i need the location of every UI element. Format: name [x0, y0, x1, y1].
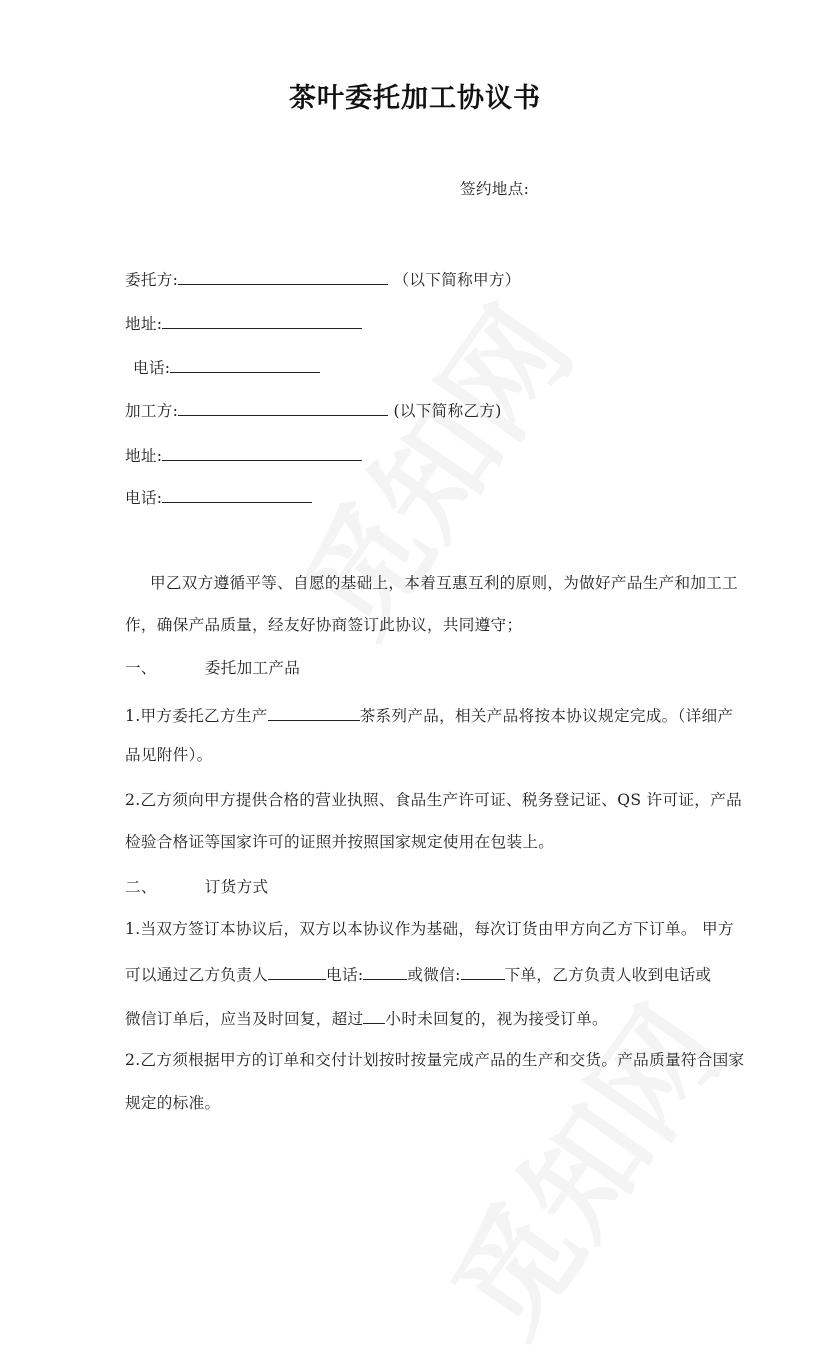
- party-b-note: (以下简称乙方): [393, 402, 502, 420]
- section-2-item-1: 1.当双方签订本协议后，双方以本协议作为基础，每次订货由甲方向乙方下订单。 甲方: [125, 920, 734, 938]
- section-number: 二、: [125, 878, 157, 896]
- section-title: 订货方式: [204, 878, 269, 896]
- text: 1.甲方委托乙方生产: [125, 707, 268, 725]
- section-1-item-1-cont: 品见附件）。: [125, 746, 213, 764]
- party-a-phone-field[interactable]: [170, 355, 320, 373]
- party-a-phone-label: 电话:: [133, 359, 171, 377]
- section-1-item-1: [125, 703, 733, 726]
- text: 下单，乙方负责人收到电话或: [504, 966, 712, 984]
- section-1-item-2: 2.乙方须向甲方提供合格的营业执照、食品生产许可证、税务登记证、QS 许可证，产品: [125, 791, 742, 809]
- party-a-name-field[interactable]: [178, 267, 388, 285]
- party-a-address-label: 地址:: [125, 315, 163, 333]
- party-b-line: [125, 398, 502, 421]
- hours-field[interactable]: [363, 1006, 385, 1024]
- section-2-item-2-cont: 规定的标准。: [125, 1094, 221, 1112]
- section-1-heading: [125, 658, 300, 678]
- party-a-phone-line: [133, 355, 320, 378]
- party-b-phone-line: [125, 485, 312, 508]
- text: 微信订单后，应当及时回复，超过: [125, 1010, 364, 1028]
- text: 茶系列产品，相关产品将按本协议规定完成。（详细产: [359, 707, 734, 725]
- section-1-item-2-cont: 检验合格证等国家许可的证照并按照国家规定使用在包装上。: [125, 833, 555, 851]
- wechat-field[interactable]: [461, 962, 505, 980]
- party-a-address-line: [125, 311, 362, 334]
- party-a-note: （以下简称甲方）: [393, 271, 521, 289]
- text: 电话:: [326, 966, 364, 984]
- party-b-name-field[interactable]: [178, 398, 388, 416]
- section-title: 委托加工产品: [204, 659, 301, 677]
- section-2-item-1-cont: [125, 1006, 608, 1029]
- party-b-label: 加工方:: [125, 402, 179, 420]
- text: 可以通过乙方负责人: [125, 966, 269, 984]
- text: 或微信:: [407, 966, 461, 984]
- intro-line: 作，确保产品质量，经友好协商签订此协议，共同遵守；: [125, 616, 523, 634]
- intro-line: 甲乙双方遵循平等、自愿的基础上，本着互惠互利的原则，为做好产品生产和加工工: [150, 574, 739, 592]
- sign-place-label: 签约地点:: [460, 180, 530, 198]
- party-b-address-label: 地址:: [125, 447, 163, 465]
- party-a-label: 委托方:: [125, 271, 179, 289]
- contact-person-field[interactable]: [268, 962, 326, 980]
- party-b-phone-label: 电话:: [125, 489, 163, 507]
- party-a-line: [125, 267, 521, 290]
- party-b-phone-field[interactable]: [162, 485, 312, 503]
- party-a-address-field[interactable]: [162, 311, 362, 329]
- tea-product-field[interactable]: [268, 703, 360, 721]
- party-b-address-line: [125, 443, 362, 466]
- party-b-address-field[interactable]: [162, 443, 362, 461]
- text: 小时未回复的，视为接受订单。: [385, 1010, 608, 1028]
- section-number: 一、: [125, 659, 157, 677]
- document-title: 茶叶委托加工协议书: [289, 83, 541, 114]
- section-2-heading: [125, 877, 268, 897]
- section-2-item-2: 2.乙方须根据甲方的订单和交付计划按时按量完成产品的生产和交货。产品质量符合国家: [125, 1051, 745, 1069]
- contact-phone-field[interactable]: [363, 962, 407, 980]
- section-2-item-1-cont: [125, 962, 711, 985]
